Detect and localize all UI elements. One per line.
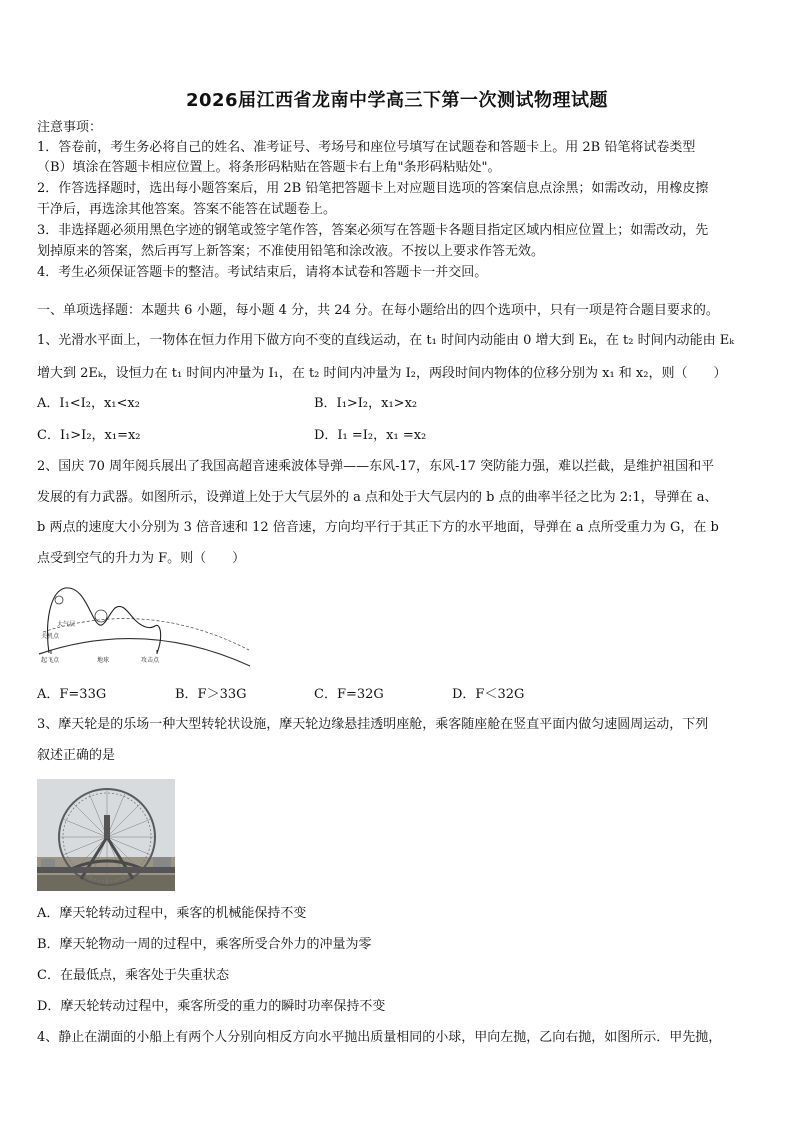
notice-line: 1．答卷前，考生务必将自己的姓名、准考证号、考场号和座位号填写在试题卷和答题卡上。用 2B 铅笔将试卷类型 (37, 140, 696, 155)
atmosphere-label: 大气层 (57, 621, 76, 628)
q1-option-c: C．I₁>I₂，x₁=x₂ (37, 428, 141, 443)
notice-line: 2．作答选择题时，选出每小题答案后，用 2B 铅笔把答题卡上对应题目选项的答案信息点涂黑；如需改动，用橡皮擦 (37, 181, 709, 196)
q1-option-d: D．I₁ =I₂，x₁ =x₂ (314, 428, 427, 443)
target-label: 攻击点 (141, 657, 160, 664)
question-2-line: 2、国庆 70 周年阅兵展出了我国高超音速乘波体导弹——东风-17，东风-17 突防能力强，难以拦截，是维护祖国和平 (37, 459, 715, 474)
notice-line: 干净后，再选涂其他答案。答案不能答在试题卷上。 (37, 202, 337, 217)
page-title: 2026届江西省龙南中学高三下第一次测试物理试题 (185, 90, 609, 111)
q2-option-c: C．F=32G (314, 687, 384, 702)
notice-line: 4．考生必须保证答题卡的整洁。考试结束后，请将本试卷和答题卡一并交回。 (37, 265, 488, 280)
question-2-line: 点受到空气的升力为 F。则（ ） (37, 551, 246, 566)
notice-line: （B）填涂在答题卡相应位置上。将条形码粘贴在答题卡右上角"条形码粘贴处"。 (37, 160, 501, 175)
question-2-line: 发展的有力武器。如图所示，设弹道上处于大气层外的 a 点和处于大气层内的 b 点的曲率半径之比为 2:1，导弹在 a、 (37, 490, 718, 505)
question-2-line: b 两点的速度大小分别为 3 倍音速和 12 倍音速，方向均平行于其正下方的水平地面，导弹在 a 点所受重力为 G，在 b (37, 520, 719, 535)
ferris-wheel-photo (37, 779, 175, 891)
q2-option-b: B．F＞33G (175, 687, 247, 702)
q3-option-c: C．在最低点，乘客处于失重状态 (37, 968, 229, 983)
q3-option-d: D．摩天轮转动过程中，乘客所受的重力的瞬时功率保持不变 (37, 999, 386, 1014)
q2-option-a: A．F=33G (37, 687, 107, 702)
missile-trajectory-figure (37, 580, 252, 670)
question-1-line: 增大到 2Eₖ，设恒力在 t₁ 时间内冲量为 I₁，在 t₂ 时间内冲量为 I₂，两段时间内物体的位移分别为 x₁ 和 x₂，则（ ） (37, 366, 727, 381)
curvature-circle-b (95, 610, 107, 622)
q3-option-b: B．摩天轮物动一周的过程中，乘客所受合外力的冲量为零 (37, 937, 372, 952)
question-4-line: 4、静止在湖面的小船上有两个人分别向相反方向水平抛出质量相同的小球，甲向左抛，乙向右抛，如图所示．甲先抛， (37, 1030, 722, 1045)
notice-line: 3．非选择题必须用黑色字迹的钢笔或签字笔作答，答案必须写在答题卡各题目指定区域内相应位置上；如需改动，先 (37, 223, 709, 238)
notice-line: 划掉原来的答案，然后再写上新答案；不准使用铅笔和涂改液。不按以上要求作答无效。 (37, 244, 545, 259)
section-heading: 一、单项选择题：本题共 6 小题，每小题 4 分，共 24 分。在每小题给出的四个选项中，只有一项是符合题目要求的。 (37, 303, 719, 318)
q1-option-a: A．I₁<I₂，x₁<x₂ (37, 396, 140, 411)
q3-option-a: A．摩天轮转动过程中，乘客的机械能保持不变 (37, 906, 307, 921)
notice-heading: 注意事项： (37, 120, 103, 135)
launch-label: 起飞点 (41, 657, 60, 664)
q2-option-d: D．F＜32G (452, 687, 525, 702)
ground-label: 地球 (97, 657, 110, 664)
question-3-line: 3、摩天轮是的乐场一种大型转轮状设施，摩天轮边缘悬挂透明座舱，乘客随座舱在竖直平面内做匀速圆周运动，下列 (37, 717, 709, 732)
separation-label: 关机点 (41, 633, 60, 640)
q1-option-b: B．I₁>I₂，x₁>x₂ (314, 396, 418, 411)
question-1-line: 1、光滑水平面上，一物体在恒力作用下做方向不变的直线运动，在 t₁ 时间内动能由 0 增大到 Eₖ，在 t₂ 时间内动能由 Eₖ (37, 333, 734, 348)
question-3-line: 叙述正确的是 (37, 748, 116, 763)
curvature-circle-a (55, 596, 63, 604)
